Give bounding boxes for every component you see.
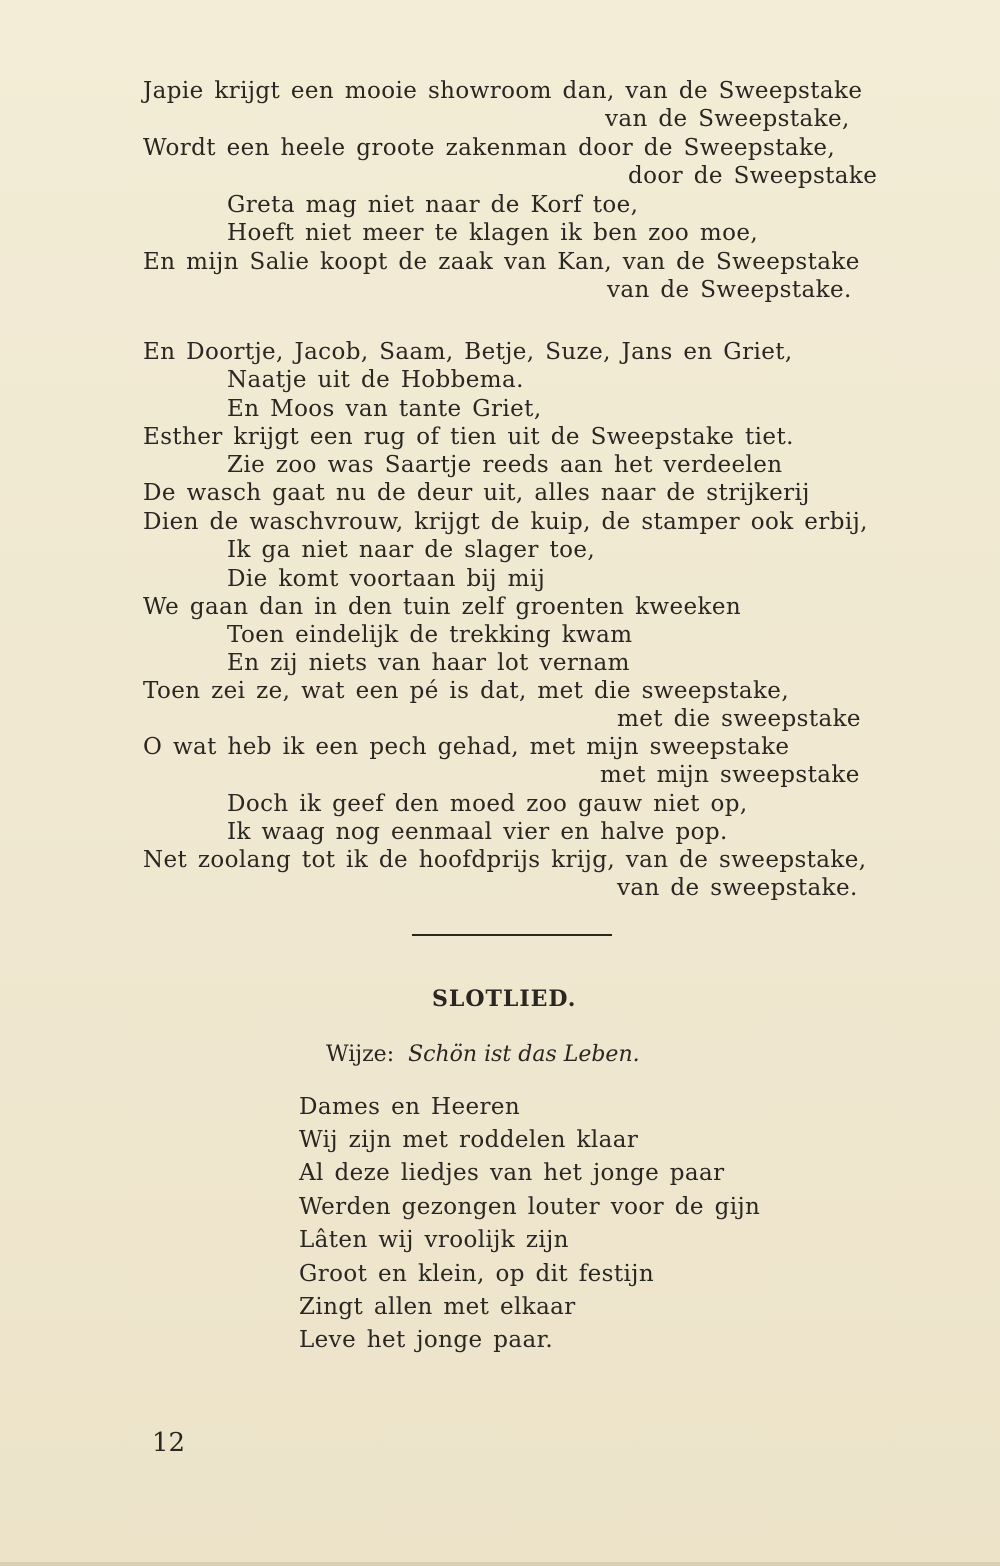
verse-line: met mijn sweepstake [600, 762, 860, 788]
verse-line: En Moos van tante Griet, [227, 396, 542, 422]
verse-line: Ik ga niet naar de slager toe, [227, 537, 596, 563]
slotlied-line: Werden gezongen louter voor de gijn [299, 1194, 761, 1220]
verse-line: Wordt een heele groote zakenman door de Sweepstake, [143, 135, 836, 161]
verse-line: En zij niets van haar lot vernam [227, 650, 630, 676]
verse-line: Doch ik geef den moed zoo gauw niet op, [227, 791, 748, 817]
verse-line: Greta mag niet naar de Korf toe, [227, 192, 639, 218]
verse-line: Esther krijgt een rug of tien uit de Sweepstake tiet. [143, 424, 794, 450]
slotlied-line: Leve het jonge paar. [299, 1327, 554, 1353]
slotlied-line: Al deze liedjes van het jonge paar [299, 1160, 725, 1186]
verse-line: van de sweepstake. [617, 875, 858, 901]
verse-line: door de Sweepstake [628, 163, 878, 189]
verse-line: Toen eindelijk de trekking kwam [227, 622, 633, 648]
slotlied-line: Groot en klein, op dit festijn [299, 1261, 655, 1287]
verse-line: En Doortje, Jacob, Saam, Betje, Suze, Jans en Griet, [143, 339, 793, 365]
tune-name: Schön ist das Leben. [408, 1042, 640, 1067]
verse-line: Toen zei ze, wat een pé is dat, met die sweepstake, [143, 678, 790, 704]
verse-line: Net zoolang tot ik de hoofdprijs krijg, van de sweepstake, [143, 847, 867, 873]
tune-label: Wijze: [326, 1042, 395, 1067]
verse-line: We gaan dan in den tuin zelf groenten kweeken [143, 594, 742, 620]
verse-line: Zie zoo was Saartje reeds aan het verdeelen [227, 452, 783, 478]
page-number: 12 [152, 1428, 186, 1458]
verse-line: De wasch gaat nu de deur uit, alles naar de strijkerij [143, 480, 810, 506]
verse-line: Naatje uit de Hobbema. [227, 367, 524, 393]
verse-line: Japie krijgt een mooie showroom dan, van de Sweepstake [143, 78, 863, 104]
verse-line: O wat heb ik een pech gehad, met mijn sweepstake [143, 734, 790, 760]
verse-line: met die sweepstake [617, 706, 861, 732]
slotlied-line: Zingt allen met elkaar [299, 1294, 576, 1320]
verse-line: Die komt voortaan bij mij [227, 566, 546, 592]
page-edge [0, 1562, 1000, 1566]
slotlied-line: Dames en Heeren [299, 1094, 521, 1120]
section-heading: SLOTLIED. [432, 986, 577, 1012]
verse-line: En mijn Salie koopt de zaak van Kan, van de Sweepstake [143, 249, 860, 275]
verse-line: Hoeft niet meer te klagen ik ben zoo moe, [227, 220, 759, 246]
verse-line: Dien de waschvrouw, krijgt de kuip, de stamper ook erbij, [143, 509, 868, 535]
section-divider [412, 934, 612, 936]
slotlied-line: Lâten wij vroolijk zijn [299, 1227, 569, 1253]
verse-line: van de Sweepstake. [607, 277, 852, 303]
verse-line: Ik waag nog eenmaal vier en halve pop. [227, 819, 728, 845]
verse-line: van de Sweepstake, [605, 106, 850, 132]
slotlied-line: Wij zijn met roddelen klaar [299, 1127, 639, 1153]
tune-line [326, 1041, 640, 1069]
